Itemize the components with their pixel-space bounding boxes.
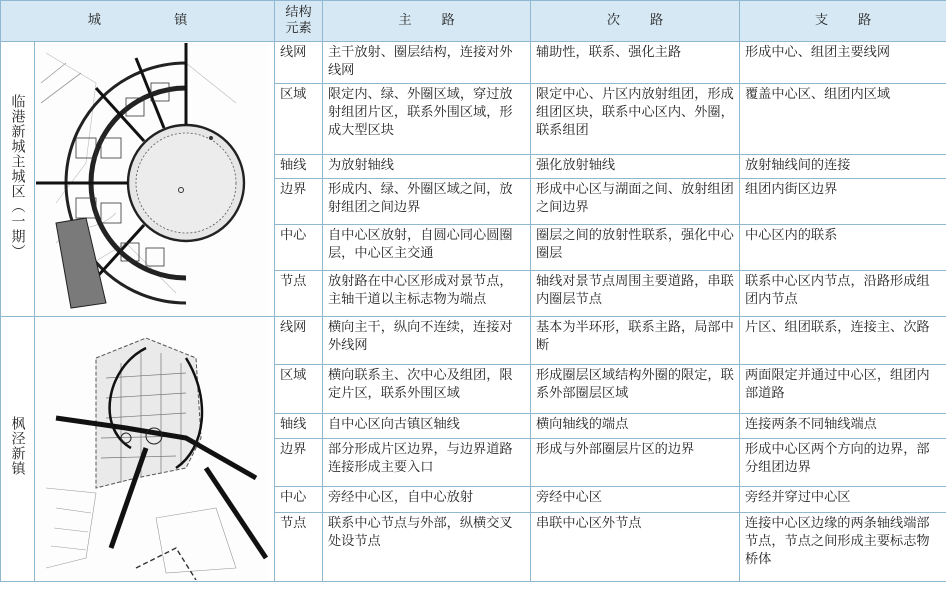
branch-road-cell: 覆盖中心区、组团内区域 bbox=[740, 84, 946, 155]
secondary-road-cell: 形成圈层区域结构外圈的限定，联系外部圈层区域 bbox=[531, 365, 740, 413]
main-road-cell: 横向主干，纵向不连续，连接对外线网 bbox=[323, 317, 531, 365]
secondary-road-cell: 强化放射轴线 bbox=[531, 155, 740, 179]
branch-road-cell: 旁经并穿过中心区 bbox=[740, 487, 946, 512]
element-cell: 中心 bbox=[275, 487, 323, 512]
element-cell: 中心 bbox=[275, 225, 323, 271]
lingang-plan-map bbox=[36, 43, 268, 315]
element-cell: 节点 bbox=[275, 512, 323, 581]
main-road-cell: 放射路在中心区形成对景节点，主轴干道以主标志物为端点 bbox=[323, 271, 531, 317]
town-name-cell bbox=[1, 42, 35, 317]
main-road-cell: 主干放射、圈层结构，连接对外线网 bbox=[323, 42, 531, 84]
main-road-cell: 自中心区向古镇区轴线 bbox=[323, 413, 531, 438]
secondary-road-cell: 辅助性，联系、强化主路 bbox=[531, 42, 740, 84]
town-name: 枫泾新镇 bbox=[9, 416, 26, 476]
branch-road-cell: 联系中心区内节点，沿路形成组团内节点 bbox=[740, 271, 946, 317]
header-secondary-road: 次路 bbox=[531, 1, 740, 42]
branch-road-cell: 两面限定并通过中心区，组团内部道路 bbox=[740, 365, 946, 413]
header-main-road: 主路 bbox=[323, 1, 531, 42]
fengjing-plan-map bbox=[36, 318, 268, 580]
table-row bbox=[1, 317, 946, 365]
branch-road-cell: 放射轴线间的连接 bbox=[740, 155, 946, 179]
main-road-cell: 限定内、绿、外圈区域，穿过放射组团片区，联系外围区域，形成大型区块 bbox=[323, 84, 531, 155]
secondary-road-cell: 圈层之间的放射性联系，强化中心圈层 bbox=[531, 225, 740, 271]
secondary-road-cell: 形成中心区与湖面之间、放射组团之间边界 bbox=[531, 179, 740, 225]
table-row bbox=[1, 42, 946, 84]
element-cell: 轴线 bbox=[275, 155, 323, 179]
element-cell: 节点 bbox=[275, 271, 323, 317]
branch-road-cell: 中心区内的联系 bbox=[740, 225, 946, 271]
element-cell: 线网 bbox=[275, 42, 323, 84]
branch-road-cell: 形成中心区两个方向的边界，部分组团边界 bbox=[740, 438, 946, 486]
secondary-road-cell: 限定中心、片区内放射组团，形成组团区块，联系中心区内、外圈，联系组团 bbox=[531, 84, 740, 155]
branch-road-cell: 连接两条不同轴线端点 bbox=[740, 413, 946, 438]
main-road-cell: 横向联系主、次中心及组团，限定片区，联系外围区域 bbox=[323, 365, 531, 413]
main-road-cell: 自中心区放射，自圆心同心圆圈层，中心区主交通 bbox=[323, 225, 531, 271]
town-name-cell bbox=[1, 317, 35, 582]
element-cell: 边界 bbox=[275, 438, 323, 486]
secondary-road-cell: 横向轴线的端点 bbox=[531, 413, 740, 438]
header-branch-road: 支路 bbox=[740, 1, 946, 42]
element-cell: 边界 bbox=[275, 179, 323, 225]
element-cell: 区域 bbox=[275, 84, 323, 155]
element-cell: 轴线 bbox=[275, 413, 323, 438]
branch-road-cell: 连接中心区边缘的两条轴线端部节点，节点之间形成主要标志物桥体 bbox=[740, 512, 946, 581]
branch-road-cell: 片区、组团联系，连接主、次路 bbox=[740, 317, 946, 365]
secondary-road-cell: 旁经中心区 bbox=[531, 487, 740, 512]
element-cell: 线网 bbox=[275, 317, 323, 365]
main-road-cell: 联系中心节点与外部，纵横交叉处设节点 bbox=[323, 512, 531, 581]
main-road-cell: 部分形成片区边界，与边界道路连接形成主要入口 bbox=[323, 438, 531, 486]
header-row bbox=[1, 1, 946, 42]
main-road-cell: 为放射轴线 bbox=[323, 155, 531, 179]
town-name: 临港新城主城区（一期） bbox=[9, 93, 26, 259]
map-cell bbox=[35, 317, 275, 582]
header-town: 城 镇 bbox=[1, 1, 275, 42]
secondary-road-cell: 基本为半环形，联系主路，局部中断 bbox=[531, 317, 740, 365]
main-road-cell: 形成内、绿、外圈区域之间，放射组团之间边界 bbox=[323, 179, 531, 225]
element-cell: 区域 bbox=[275, 365, 323, 413]
secondary-road-cell: 串联中心区外节点 bbox=[531, 512, 740, 581]
branch-road-cell: 组团内街区边界 bbox=[740, 179, 946, 225]
header-element: 结构元素 bbox=[275, 1, 323, 42]
map-cell bbox=[35, 42, 275, 317]
main-road-cell: 旁经中心区，自中心放射 bbox=[323, 487, 531, 512]
secondary-road-cell: 轴线对景节点周围主要道路，串联内圈层节点 bbox=[531, 271, 740, 317]
branch-road-cell: 形成中心、组团主要线网 bbox=[740, 42, 946, 84]
secondary-road-cell: 形成与外部圈层片区的边界 bbox=[531, 438, 740, 486]
